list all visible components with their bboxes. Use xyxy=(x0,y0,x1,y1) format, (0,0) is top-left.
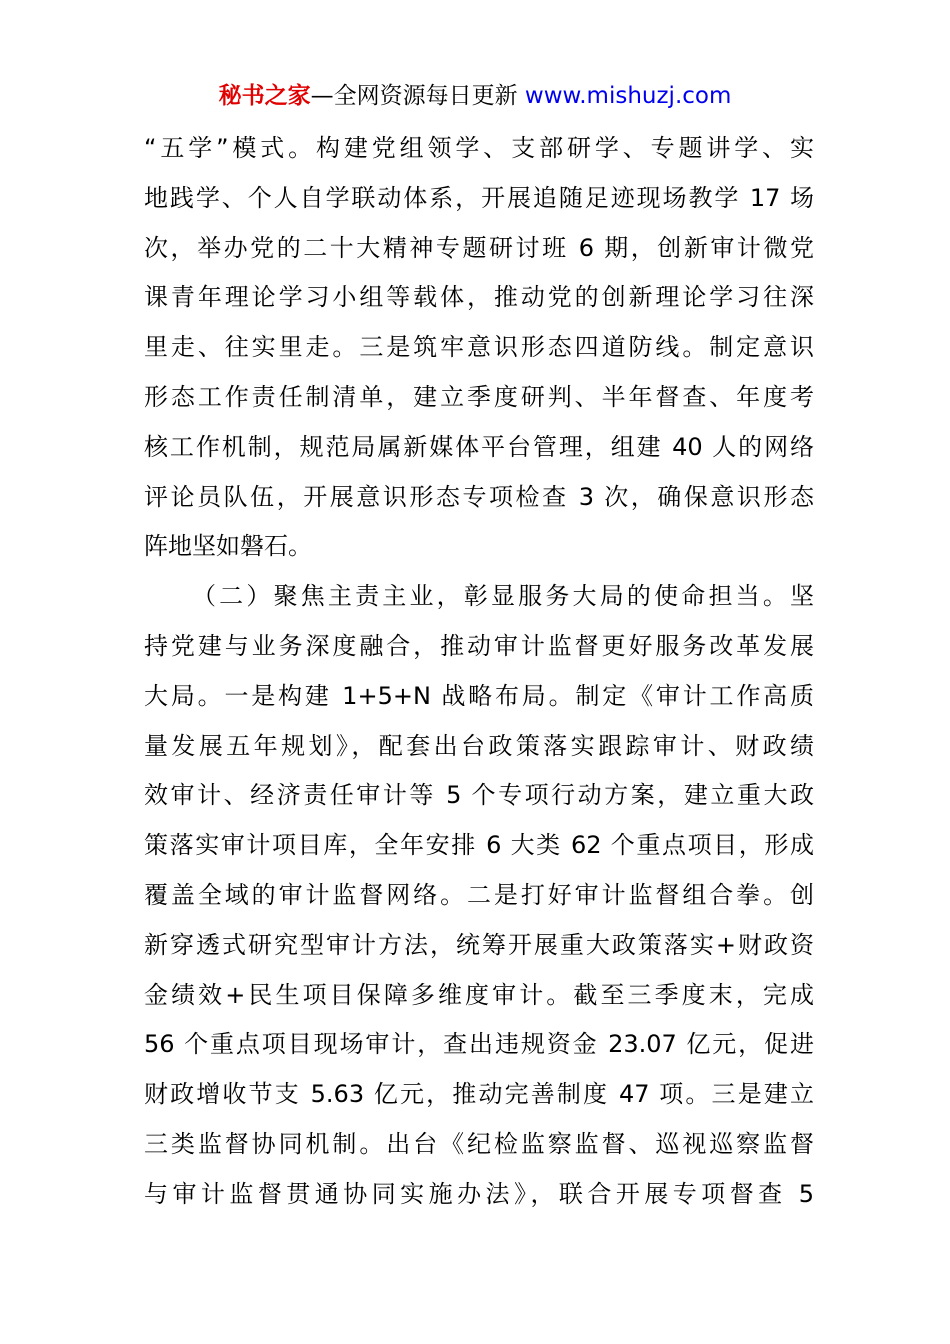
text-line: 次，举办党的二十大精神专题研讨班 6 期，创新审计微党 xyxy=(144,233,814,262)
paragraph-2 xyxy=(144,572,814,1219)
text-line: 覆盖全域的审计监督网络。二是打好审计监督组合拳。创 xyxy=(144,880,814,909)
site-header xyxy=(0,80,950,112)
text-line: 金绩效+民生项目保障多维度审计。截至三季度末，完成 xyxy=(144,980,814,1009)
text-line: 里走、往实里走。三是筑牢意识形态四道防线。制定意识 xyxy=(144,333,814,362)
text-line: 大局。一是构建 1+5+N 战略布局。制定《审计工作高质 xyxy=(144,681,814,710)
text-line: 形态工作责任制清单，建立季度研判、半年督查、年度考 xyxy=(144,382,814,411)
text-line: 核工作机制，规范局属新媒体平台管理，组建 40 人的网络 xyxy=(144,432,814,461)
text-line: 量发展五年规划》，配套出台政策落实跟踪审计、财政绩 xyxy=(144,731,814,760)
text-line: 课青年理论学习小组等载体，推动党的创新理论学习往深 xyxy=(144,283,814,312)
header-tagline: —全网资源每日更新 xyxy=(310,83,518,109)
text-line: 评论员队伍，开展意识形态专项检查 3 次，确保意识形态 xyxy=(144,482,814,511)
brand-name: 秘书之家 xyxy=(218,83,311,109)
site-url-link[interactable]: www.mishuzj.com xyxy=(524,83,732,109)
text-line: 效审计、经济责任审计等 5 个专项行动方案，建立重大政 xyxy=(144,781,814,810)
text-line: 财政增收节支 5.63 亿元，推动完善制度 47 项。三是建立 xyxy=(144,1080,814,1109)
text-line: 策落实审计项目库，全年安排 6 大类 62 个重点项目，形成 xyxy=(144,831,814,860)
text-line: 56 个重点项目现场审计，查出违规资金 23.07 亿元，促进 xyxy=(144,1030,814,1059)
text-line: 三类监督协同机制。出台《纪检监察监督、巡视巡察监督 xyxy=(144,1129,814,1158)
document-body xyxy=(144,124,814,1220)
text-line: 阵地坚如磐石。 xyxy=(144,532,312,561)
paragraph-1 xyxy=(144,124,814,572)
text-line: 地践学、个人自学联动体系，开展追随足迹现场教学 17 场 xyxy=(144,183,814,212)
text-line: “五学”模式。构建党组领学、支部研学、专题讲学、实 xyxy=(144,134,814,162)
text-line: 新穿透式研究型审计方法，统筹开展重大政策落实+财政资 xyxy=(144,930,814,959)
section-heading-line: （二）聚焦主责主业，彰显服务大局的使命担当。坚 xyxy=(192,582,814,611)
text-line: 持党建与业务深度融合，推动审计监督更好服务改革发展 xyxy=(144,631,814,660)
text-line: 与审计监督贯通协同实施办法》，联合开展专项督查 5 xyxy=(144,1179,814,1208)
